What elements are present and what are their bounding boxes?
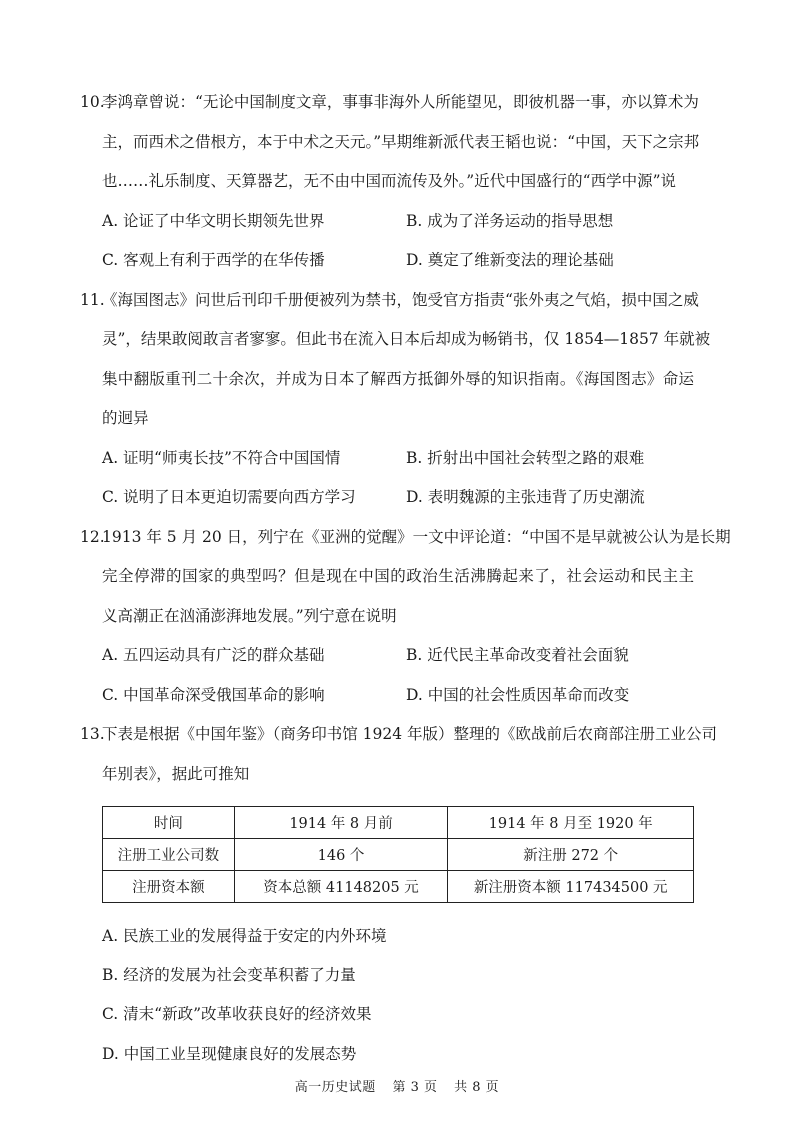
question-text-line: 《海国图志》问世后刊印千册便被列为禁书，饱受官方指责“张外夷之气焰，损中国之威 xyxy=(102,291,699,309)
option-a[interactable]: A. 论证了中华文明长期领先世界 xyxy=(102,212,325,230)
option-c[interactable]: C. 说明了日本更迫切需要向西方学习 xyxy=(102,488,356,506)
table-cell: 新注册资本额 117434500 元 xyxy=(448,871,694,903)
table-cell: 注册资本额 xyxy=(103,871,235,903)
option-d[interactable]: D. 中国工业呈现健康良好的发展态势 xyxy=(102,1045,357,1063)
table-row xyxy=(103,839,694,871)
table-cell: 资本总额 41148205 元 xyxy=(234,871,448,903)
table-cell: 146 个 xyxy=(234,839,448,871)
table-cell: 注册工业公司数 xyxy=(103,839,235,871)
question-number: 11. xyxy=(80,291,105,309)
question-text-line: 集中翻版重刊二十余次，并成为日本了解西方抵御外辱的知识指南。《海国图志》命运 xyxy=(102,370,694,388)
option-d[interactable]: D. 表明魏源的主张违背了历史潮流 xyxy=(406,488,645,506)
option-a[interactable]: A. 五四运动具有广泛的群众基础 xyxy=(102,646,325,664)
company-registration-table xyxy=(102,806,694,903)
option-b[interactable]: B. 近代民主革命改变着社会面貌 xyxy=(406,646,629,664)
question-text-line: 下表是根据《中国年鉴》（商务印书馆 1924 年版）整理的《欧战前后农商部注册工业公司 xyxy=(102,725,718,743)
question-text-line: 完全停滞的国家的典型吗？但是现在中国的政治生活沸腾起来了，社会运动和民主主 xyxy=(102,567,694,585)
table-cell: 1914 年 8 月至 1920 年 xyxy=(448,807,694,839)
page-footer xyxy=(0,1076,794,1095)
question-text-line: 也……礼乐制度、天算器艺，无不由中国而流传及外。”近代中国盛行的“西学中源”说 xyxy=(102,172,677,190)
option-d[interactable]: D. 奠定了维新变法的理论基础 xyxy=(406,251,614,269)
option-c[interactable]: C. 清末“新政”改革收获良好的经济效果 xyxy=(102,1005,372,1023)
footer-page-number: 第 3 页 xyxy=(392,1080,438,1095)
option-c[interactable]: C. 中国革命深受俄国革命的影响 xyxy=(102,686,325,704)
footer-page-total: 共 8 页 xyxy=(454,1080,500,1095)
option-a[interactable]: A. 民族工业的发展得益于安定的内外环境 xyxy=(102,927,387,945)
table-cell: 1914 年 8 月前 xyxy=(234,807,448,839)
question-text-line: 年别表》，据此可推知 xyxy=(102,765,250,783)
question-text-line: 义高潮正在汹涌澎湃地发展。”列宁意在说明 xyxy=(102,607,397,625)
table-cell: 时间 xyxy=(103,807,235,839)
option-b[interactable]: B. 折射出中国社会转型之路的艰难 xyxy=(406,449,645,467)
option-a[interactable]: A. 证明“师夷长技”不符合中国国情 xyxy=(102,449,341,467)
option-d[interactable]: D. 中国的社会性质因革命而改变 xyxy=(406,686,630,704)
question-text-line: 李鸿章曾说：“无论中国制度文章，事事非海外人所能望见，即彼机器一事，亦以算术为 xyxy=(102,93,699,111)
footer-title: 高一历史试题 xyxy=(294,1080,376,1095)
question-number: 13. xyxy=(80,725,105,743)
question-text-line: 灵”，结果敢阅敢言者寥寥。但此书在流入日本后却成为畅销书，仅 1854—1857 年就被 xyxy=(102,330,711,348)
table-row xyxy=(103,807,694,839)
option-b[interactable]: B. 经济的发展为社会变革积蓄了力量 xyxy=(102,966,356,984)
question-number: 10. xyxy=(80,93,105,111)
question-text-line: 主，而西术之借根方，本于中术之天元。”早期维新派代表王韬也说：“中国，天下之宗邦 xyxy=(102,133,700,151)
question-text-line: 1913 年 5 月 20 日，列宁在《亚洲的觉醒》一文中评论道：“中国不是早就被公认为是长期 xyxy=(102,528,731,546)
table-row xyxy=(103,871,694,903)
table-cell: 新注册 272 个 xyxy=(448,839,694,871)
option-c[interactable]: C. 客观上有利于西学的在华传播 xyxy=(102,251,325,269)
question-text-line: 的迥异 xyxy=(102,409,149,427)
question-number: 12. xyxy=(80,528,105,546)
option-b[interactable]: B. 成为了洋务运动的指导思想 xyxy=(406,212,614,230)
